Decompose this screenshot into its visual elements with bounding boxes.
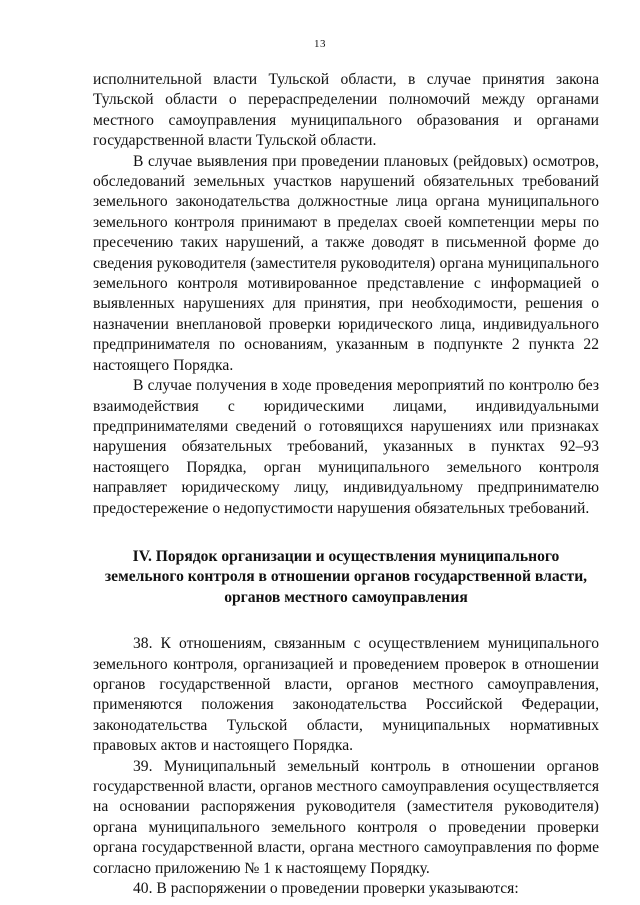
document-body <box>93 70 599 899</box>
paragraph-warning-notice: В случае получения в ходе проведения мероприятий по контролю без взаимодействия с юридическими лицами, индивидуальными предпринимателями сведений о готовящихся нарушениях или признаках нарушения обязательных требований, указанных в пунктах 92–93 настоящего Порядка, орган муниципального земельного контроля направляет юридическому лицу, индивидуальному предпринимателю предостережение о недопустимости нарушения обязательных требований. <box>93 377 599 517</box>
paragraph-item-40: 40. В распоряжении о проведении проверки указываются: <box>133 880 519 898</box>
page-number: 13 <box>314 38 326 50</box>
section-heading <box>93 547 599 608</box>
paragraph-item-39: 39. Муниципальный земельный контроль в отношении органов государственной власти, органов местного самоуправления осуществляется на основании распоряжения руководителя (заместителя руководителя) органа муниципального земельного контроля о проведении проверки органа государственной власти, органа местного самоуправления по форме согласно приложению № 1 к настоящему Порядку. <box>93 757 599 877</box>
section-heading-line: земельного контроля в отношении органов государственной власти, <box>104 568 588 586</box>
section-heading-line: органов местного самоуправления <box>224 588 468 606</box>
paragraph-continuation: исполнительной власти Тульской области, в случае принятия закона Тульской области о перераспределении полномочий между органами местного самоуправления муниципального образования и органами государственной власти Тульской области. <box>93 71 599 150</box>
paragraph-item-38: 38. К отношениям, связанным с осуществлением муниципального земельного контроля, организацией и проведением проверок в отношении органов государственной власти, органов местного самоуправления, применяются положения законодательства Российской Федерации, законодательства Тульской области, муниципальных нормативных правовых актов и настоящего Порядка. <box>93 635 599 755</box>
section-heading-line: IV. Порядок организации и осуществления муниципального <box>132 547 560 565</box>
paragraph-violations-detected: В случае выявления при проведении плановых (рейдовых) осмотров, обследований земельных участков нарушений обязательных требований земельного законодательства должностные лица органа муниципального земельного контроля принимают в пределах своей компетенции меры по пресечению таких нарушений, а также доводят в письменной форме до сведения руководителя (заместителя руководителя) органа муниципального земельного контроля мотивированное представление с информацией о выявленных нарушениях для принятия, при необходимости, решения о назначении внеплановой проверки юридического лица, индивидуального предпринимателя по основаниям, указанным в подпункте 2 пункта 22 настоящего Порядка. <box>93 152 599 374</box>
